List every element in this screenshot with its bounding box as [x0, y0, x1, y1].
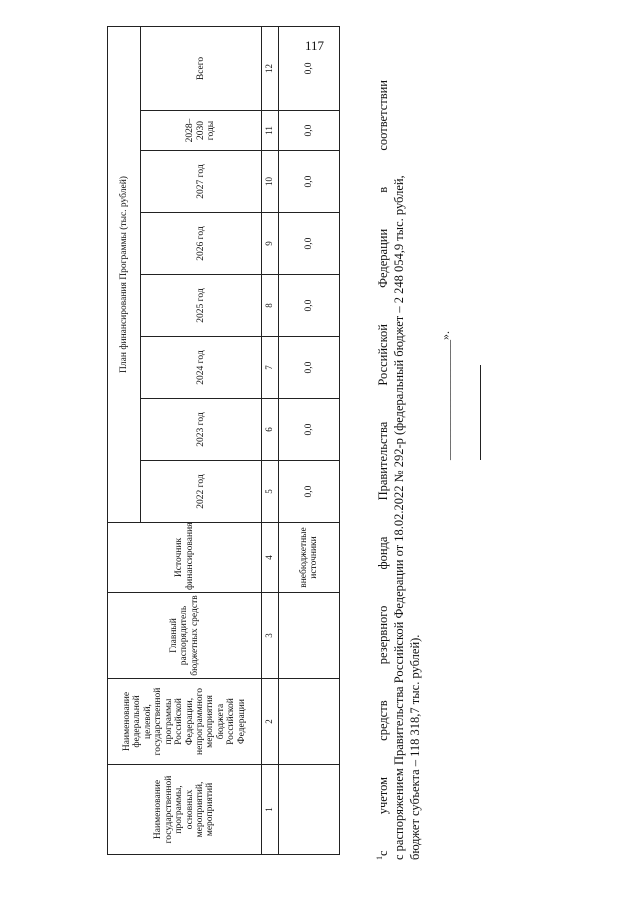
header-funding-source: Источник финансирования — [108, 523, 262, 593]
table-cell-value: 0,0 — [279, 337, 340, 399]
separator-line — [480, 365, 481, 460]
col-number: 3 — [262, 593, 279, 679]
page-number: 117 — [305, 38, 325, 53]
financing-table — [107, 26, 340, 855]
table-row — [279, 26, 340, 854]
header-year-2026: 2026 год — [141, 213, 262, 275]
table-cell-value: 0,0 — [279, 399, 340, 461]
footnote-text-1: с учетом средств резервного фонда Правительства Российской Федерации в соответствии — [376, 80, 391, 856]
header-total: Всего — [141, 26, 262, 110]
col-number: 1 — [262, 765, 279, 855]
header-years-2028-2030: 2028–2030 годы — [141, 111, 262, 151]
table-cell — [279, 593, 340, 679]
table-cell — [279, 765, 340, 855]
header-federal-program: Наименование федеральной целевой, государственной программы Российской Федерации, непрограммного мероприятия бюджета Российской Федерации — [108, 679, 262, 765]
header-year-2024: 2024 год — [141, 337, 262, 399]
col-number: 11 — [262, 111, 279, 151]
col-number: 10 — [262, 151, 279, 213]
closing-mark: ». — [438, 331, 452, 340]
footnote-line-3: бюджет субъекта – 118 318,7 тыс. рублей). — [408, 634, 423, 860]
closing-line — [438, 331, 453, 460]
header-budget-manager: Главный распорядитель бюджетных средств — [108, 593, 262, 679]
table-cell-value: 0,0 — [279, 461, 340, 523]
header-year-2027: 2027 год — [141, 151, 262, 213]
table-cell-value: 0,0 — [279, 111, 340, 151]
col-number: 5 — [262, 461, 279, 523]
col-number: 8 — [262, 275, 279, 337]
rotated-page-content — [0, 56, 639, 880]
col-number: 12 — [262, 26, 279, 110]
col-number: 6 — [262, 399, 279, 461]
col-number: 2 — [262, 679, 279, 765]
table-cell-source: внебюджетные источники — [279, 523, 340, 593]
col-number: 7 — [262, 337, 279, 399]
footnote — [372, 80, 423, 860]
footnote-mark: 1 — [375, 856, 384, 860]
table-cell — [279, 679, 340, 765]
col-number: 4 — [262, 523, 279, 593]
header-year-2025: 2025 год — [141, 275, 262, 337]
closing-underscore: ____________________ — [438, 340, 452, 460]
footnote-line-1 — [372, 80, 391, 860]
table-cell-value: 0,0 — [279, 213, 340, 275]
header-year-2022: 2022 год — [141, 461, 262, 523]
table-cell-value: 0,0 — [279, 151, 340, 213]
header-program-name: Наименование государственной программы, основных мероприятий, мероприятий — [108, 765, 262, 855]
footnote-line-2: с распоряжением Правительства Российской Федерации от 18.02.2022 № 292-р (федеральный бюджет – 2 248 054,9 тыс. рублей, — [392, 175, 407, 860]
header-year-2023: 2023 год — [141, 399, 262, 461]
header-plan: План финансирования Программы (тыс. рублей) — [108, 26, 141, 522]
col-number: 9 — [262, 213, 279, 275]
table-cell-value: 0,0 — [279, 275, 340, 337]
table-cell-value: 0,0 — [279, 26, 340, 110]
